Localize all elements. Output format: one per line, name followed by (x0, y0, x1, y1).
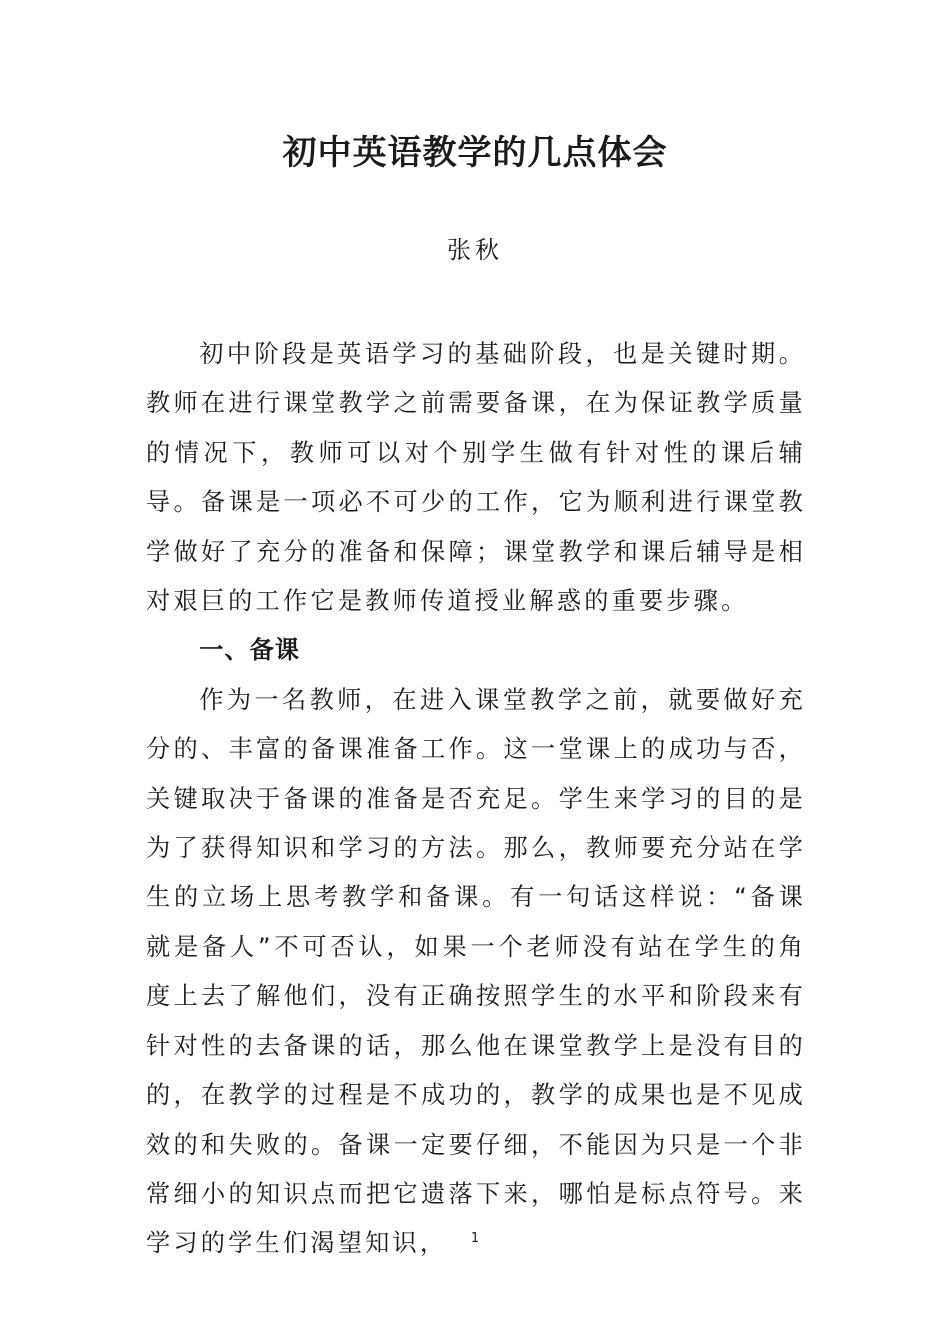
document-body (146, 330, 806, 1269)
page-number: 1 (470, 1231, 480, 1246)
section-paragraph-lesson-prep: 作为一名教师，在进入课堂教学之前，就要做好充分的、丰富的备课准备工作。这一堂课上的成功与否，关键取决于备课的准备是否充足。学生来学习的目的是为了获得知识和学习的方法。那么，教师要充分站在学生的立场上思考教学和备课。有一句话这样说：“备课就是备人”不可否认，如果一个老师没有站在学生的角度上去了解他们，没有正确按照学生的水平和阶段来有针对性的去备课的话，那么他在课堂教学上是没有目的的，在教学的过程是不成功的，教学的成果也是不见成效的和失败的。备课一定要仔细，不能因为只是一个非常细小的知识点而把它遗落下来，哪怕是标点符号。来学习的学生们渴望知识， (146, 685, 806, 1258)
intro-paragraph: 初中阶段是英语学习的基础阶段，也是关键时期。教师在进行课堂教学之前需要备课，在为保证教学质量的情况下，教师可以对个别学生做有针对性的课后辅导。备课是一项必不可少的工作，它为顺利进行课堂教学做好了充分的准备和保障；课堂教学和课后辅导是相对艰巨的工作它是教师传道授业解惑的重要步骤。 (146, 340, 806, 616)
section-heading-lesson-prep: 一、备课 (199, 636, 300, 665)
document-title: 初中英语教学的几点体会 (282, 133, 668, 173)
document-author: 张秋 (447, 236, 503, 264)
